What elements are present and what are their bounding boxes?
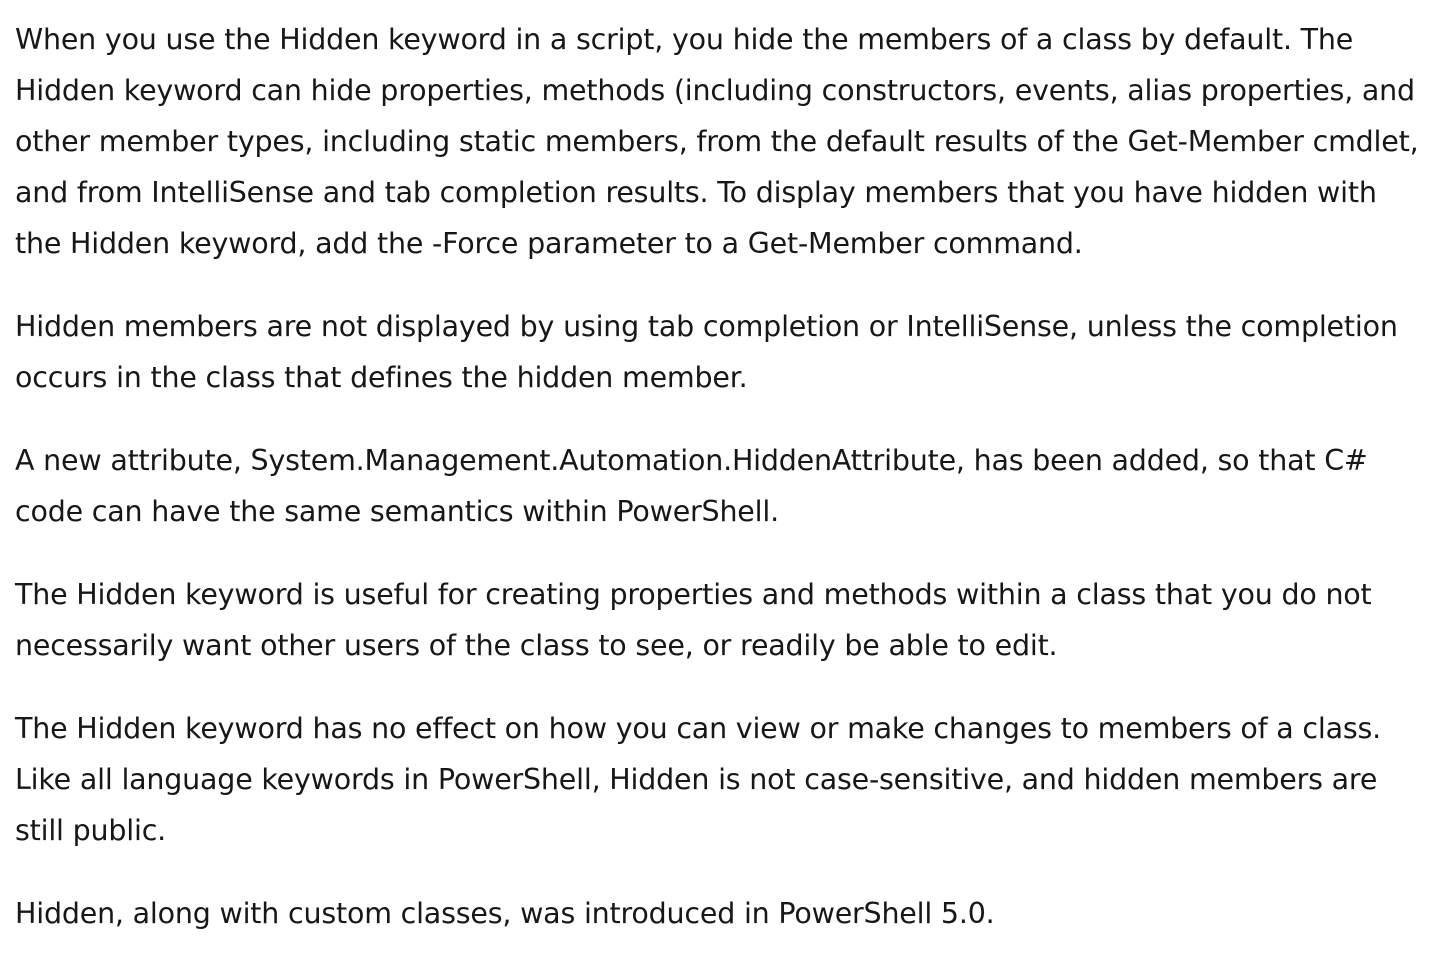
paragraph-line: Hidden members are not displayed by using tab completion or IntelliSense, unless the completion xyxy=(15,310,1398,343)
paragraph-version-note xyxy=(15,888,1400,939)
paragraph-tab-completion xyxy=(15,301,1400,403)
paragraph-line: the Hidden keyword, add the -Force parameter to a Get-Member command. xyxy=(15,227,1083,260)
paragraph-line: Hidden keyword can hide properties, methods (including constructors, events, alias properties, and xyxy=(15,74,1415,107)
paragraph-line: other member types, including static members, from the default results of the Get-Member cmdlet, xyxy=(15,125,1419,158)
paragraph-hidden-keyword-overview xyxy=(15,14,1419,269)
paragraph-line: necessarily want other users of the class to see, or readily be able to edit. xyxy=(15,629,1058,662)
paragraph-hidden-attribute xyxy=(15,435,1400,537)
paragraph-usefulness xyxy=(15,569,1400,671)
paragraph-line: Hidden, along with custom classes, was introduced in PowerShell 5.0. xyxy=(15,897,995,930)
paragraph-line: code can have the same semantics within PowerShell. xyxy=(15,495,779,528)
paragraph-line: The Hidden keyword is useful for creating properties and methods within a class that you do not xyxy=(15,578,1372,611)
paragraph-line: still public. xyxy=(15,814,167,847)
paragraph-line: When you use the Hidden keyword in a script, you hide the members of a class by default. The xyxy=(15,23,1354,56)
paragraph-no-effect xyxy=(15,703,1400,856)
paragraph-line: The Hidden keyword has no effect on how you can view or make changes to members of a class. xyxy=(15,712,1382,745)
paragraph-line: A new attribute, System.Management.Automation.HiddenAttribute, has been added, so that C# xyxy=(15,444,1368,477)
paragraph-line: Like all language keywords in PowerShell, Hidden is not case-sensitive, and hidden members are xyxy=(15,763,1378,796)
paragraph-line: occurs in the class that defines the hidden member. xyxy=(15,361,748,394)
paragraph-line: and from IntelliSense and tab completion results. To display members that you have hidden with xyxy=(15,176,1377,209)
